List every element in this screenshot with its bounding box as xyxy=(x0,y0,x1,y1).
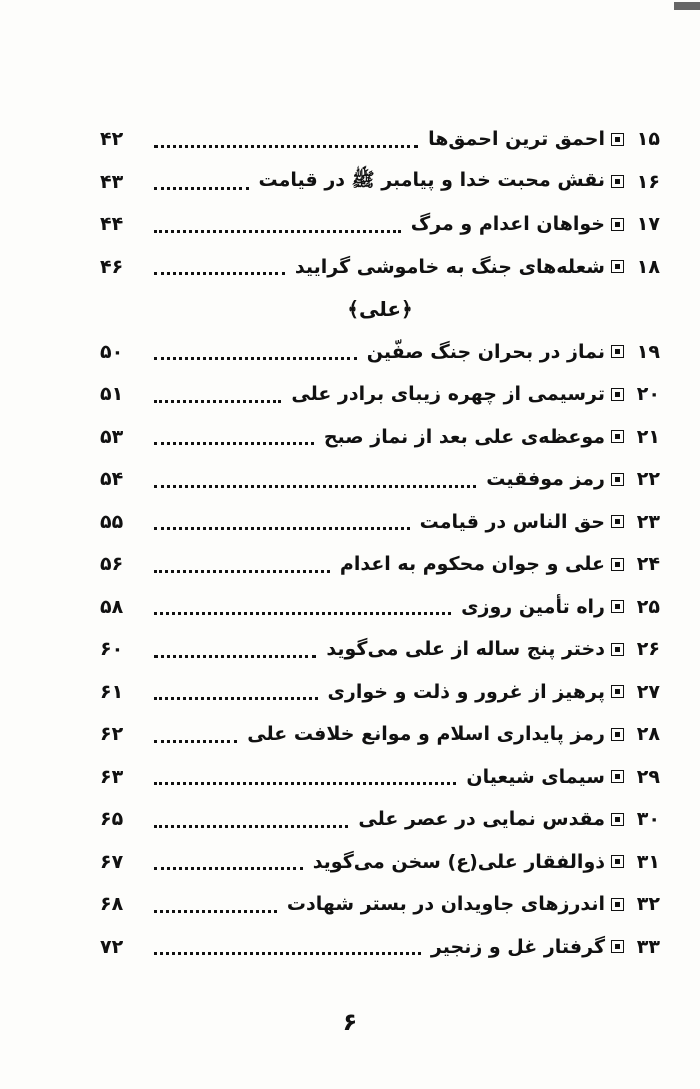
toc-entry-number: ۱۵ xyxy=(636,128,660,151)
dot-leader xyxy=(154,527,410,530)
toc-entry-title: دختر پنج ساله از علی می‌گوید xyxy=(326,638,605,661)
toc-entry-title: حق الناس در قیامت xyxy=(419,510,605,533)
toc-entry xyxy=(100,458,660,501)
toc-entry-page: ۵۳ xyxy=(100,425,124,448)
toc-entry-number: ۲۰ xyxy=(636,383,660,406)
toc-entry-title: رمز موفقیت xyxy=(486,468,605,491)
toc-entry-page: ۵۰ xyxy=(100,340,124,363)
dot-leader xyxy=(154,272,285,275)
corner-mark xyxy=(674,2,700,10)
toc-entry-title: گرفتار غل و زنجیر xyxy=(430,935,605,958)
square-bullet-icon xyxy=(611,133,624,146)
toc-group-before xyxy=(100,118,660,288)
square-bullet-icon xyxy=(611,260,624,273)
dot-leader xyxy=(154,442,314,445)
toc-entry-title: ترسیمی از چهره زیبای برادر علی xyxy=(291,383,605,406)
dot-leader xyxy=(154,357,357,360)
dot-leader xyxy=(154,485,476,488)
square-bullet-icon xyxy=(611,643,624,656)
toc-entry-number: ۲۸ xyxy=(636,723,660,746)
toc-entry-title: نماز در بحران جنگ صفّین xyxy=(366,340,605,363)
toc-entry xyxy=(100,203,660,246)
toc-entry-title: علی و جوان محکوم به اعدام xyxy=(339,553,605,576)
square-bullet-icon xyxy=(611,388,624,401)
square-bullet-icon xyxy=(611,430,624,443)
square-bullet-icon xyxy=(611,175,624,188)
toc-entry xyxy=(100,501,660,544)
toc-entry-title: سیمای شیعیان xyxy=(466,765,605,788)
toc-group-after xyxy=(100,331,660,969)
toc-entry-title: رمز پایداری اسلام و موانع خلافت علی xyxy=(247,723,605,746)
dot-leader xyxy=(154,782,456,785)
toc-entry-number: ۲۳ xyxy=(636,510,660,533)
square-bullet-icon xyxy=(611,685,624,698)
toc-entry-number: ۲۹ xyxy=(636,765,660,788)
square-bullet-icon xyxy=(611,218,624,231)
toc-entry-page: ۶۷ xyxy=(100,850,124,873)
square-bullet-icon xyxy=(611,728,624,741)
toc-entry xyxy=(100,118,660,161)
page-number: ۶ xyxy=(342,1008,358,1036)
square-bullet-icon xyxy=(611,600,624,613)
toc-entry xyxy=(100,841,660,884)
dot-leader xyxy=(154,145,418,148)
toc-entry xyxy=(100,756,660,799)
toc-entry-number: ۱۶ xyxy=(636,170,660,193)
toc-entry-page: ۴۳ xyxy=(100,170,124,193)
toc-entry xyxy=(100,246,660,289)
square-bullet-icon xyxy=(611,813,624,826)
toc-entry-number: ۱۹ xyxy=(636,340,660,363)
toc-entry-title: مقدس نمایی در عصر علی xyxy=(358,808,605,831)
toc-entry xyxy=(100,373,660,416)
toc-entry-page: ۵۶ xyxy=(100,553,124,576)
toc-entry-title: نقش محبت خدا و پیامبر ﷺ در قیامت xyxy=(258,168,605,191)
toc-entry xyxy=(100,161,660,204)
toc-entry xyxy=(100,798,660,841)
toc-entry-number: ۲۶ xyxy=(636,638,660,661)
toc-entry-title: ذوالفقار علی(ع) سخن می‌گوید xyxy=(312,850,605,873)
square-bullet-icon xyxy=(611,898,624,911)
toc-entry xyxy=(100,586,660,629)
toc-entry xyxy=(100,926,660,969)
toc-entry-page: ۶۲ xyxy=(100,723,124,746)
square-bullet-icon xyxy=(611,855,624,868)
toc-entry-page: ۴۶ xyxy=(100,255,124,278)
toc-entry-page: ۶۵ xyxy=(100,808,124,831)
toc-entry-title: پرهیز از غرور و ذلت و خواری xyxy=(327,680,605,703)
toc-entry-page: ۶۰ xyxy=(100,638,124,661)
toc-entry xyxy=(100,543,660,586)
square-bullet-icon xyxy=(611,345,624,358)
toc-entry-title: موعظه‌ی علی بعد از نماز صبح xyxy=(323,425,605,448)
toc-entry xyxy=(100,331,660,374)
toc-entry-number: ۱۸ xyxy=(636,255,660,278)
toc-entry-page: ۴۴ xyxy=(100,213,124,236)
square-bullet-icon xyxy=(611,515,624,528)
dot-leader xyxy=(154,400,281,403)
toc-entry-page: ۵۸ xyxy=(100,595,124,618)
toc-entry-number: ۲۲ xyxy=(636,468,660,491)
dot-leader xyxy=(154,952,421,955)
toc-entry-title: خواهان اعدام و مرگ xyxy=(410,213,605,236)
toc-entry-page: ۶۳ xyxy=(100,765,124,788)
square-bullet-icon xyxy=(611,558,624,571)
section-heading: ﴿علی﴾ xyxy=(347,297,413,322)
dot-leader xyxy=(154,230,401,233)
square-bullet-icon xyxy=(611,473,624,486)
toc-entry-page: ۷۲ xyxy=(100,935,124,958)
toc-entry-number: ۲۵ xyxy=(636,595,660,618)
dot-leader xyxy=(154,570,330,573)
toc-entry-page: ۵۱ xyxy=(100,383,124,406)
toc-entry-title: شعله‌های جنگ به خاموشی گرایید xyxy=(294,255,605,278)
toc-entry-number: ۳۰ xyxy=(636,808,660,831)
toc-entry xyxy=(100,628,660,671)
toc-entry-page: ۵۴ xyxy=(100,468,124,491)
toc-entry xyxy=(100,671,660,714)
dot-leader xyxy=(154,825,348,828)
square-bullet-icon xyxy=(611,770,624,783)
toc-entry-number: ۳۱ xyxy=(636,850,660,873)
dot-leader xyxy=(154,612,451,615)
dot-leader xyxy=(154,655,316,658)
toc-entry-page: ۶۱ xyxy=(100,680,124,703)
dot-leader xyxy=(154,867,303,870)
toc-entry xyxy=(100,713,660,756)
table-of-contents xyxy=(100,118,660,968)
dot-leader xyxy=(154,187,249,190)
toc-entry-number: ۲۱ xyxy=(636,425,660,448)
toc-entry-number: ۲۴ xyxy=(636,553,660,576)
toc-entry-title: راه تأمین روزی xyxy=(461,595,605,618)
square-bullet-icon xyxy=(611,940,624,953)
toc-entry-number: ۳۲ xyxy=(636,893,660,916)
toc-entry xyxy=(100,416,660,459)
dot-leader xyxy=(154,740,237,743)
toc-entry-page: ۵۵ xyxy=(100,510,124,533)
toc-entry-number: ۲۷ xyxy=(636,680,660,703)
toc-entry-title: احمق ترین احمق‌ها xyxy=(428,128,605,151)
dot-leader xyxy=(154,910,277,913)
toc-entry-page: ۶۸ xyxy=(100,893,124,916)
toc-entry-number: ۱۷ xyxy=(636,213,660,236)
toc-entry-number: ۳۳ xyxy=(636,935,660,958)
toc-entry xyxy=(100,883,660,926)
toc-entry-page: ۴۲ xyxy=(100,128,124,151)
dot-leader xyxy=(154,697,318,700)
toc-entry-title: اندرزهای جاویدان در بستر شهادت xyxy=(286,893,605,916)
